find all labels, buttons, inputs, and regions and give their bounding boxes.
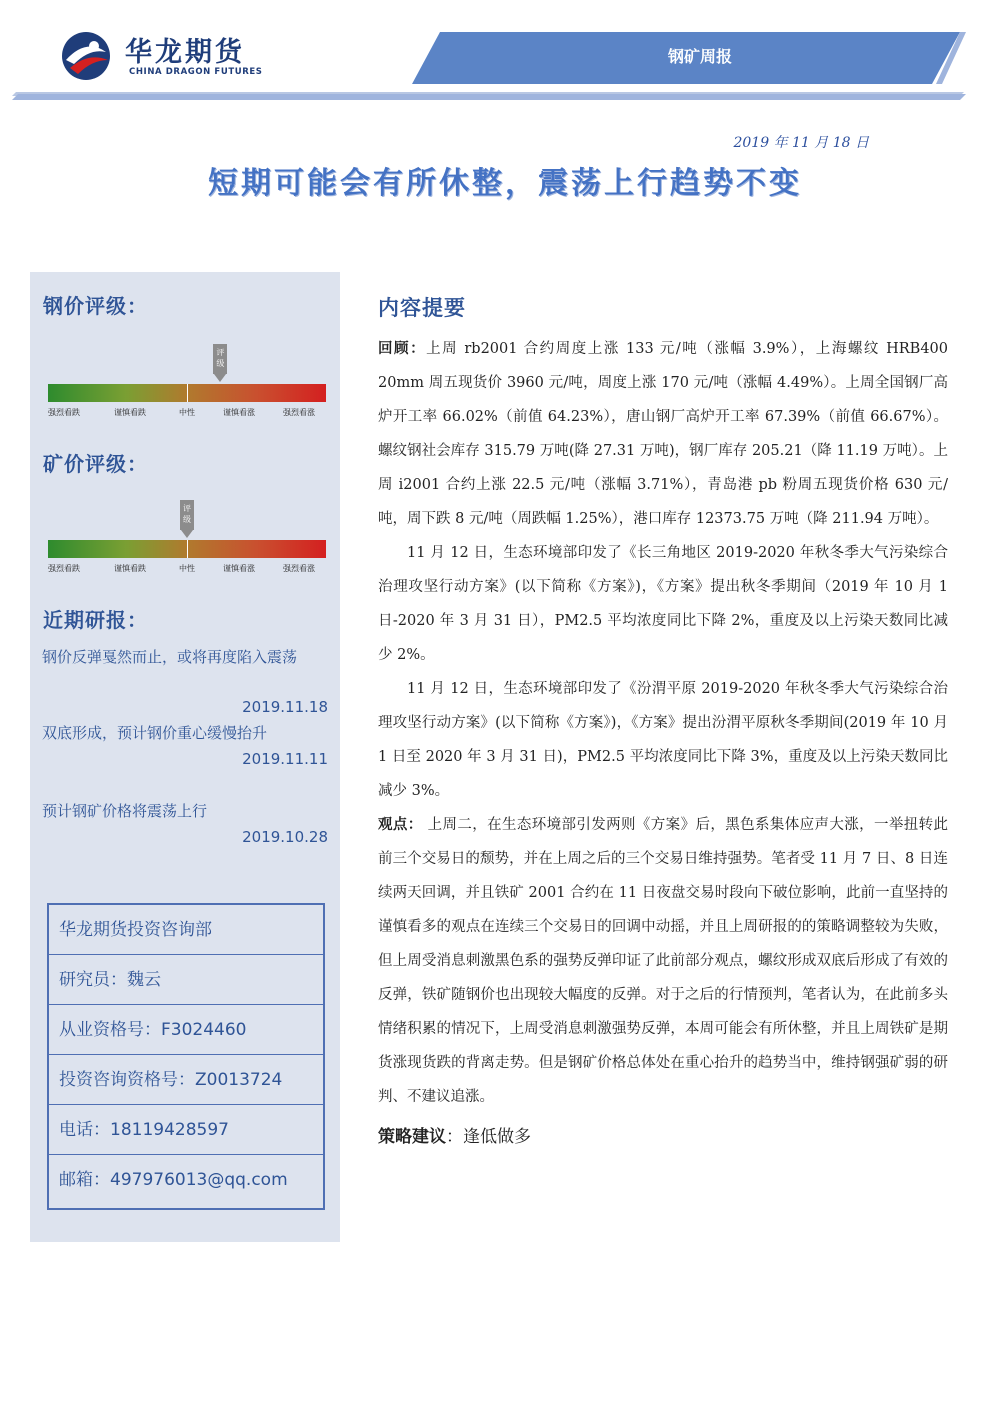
strategy-label: 策略建议 [378,1127,446,1147]
license-row [49,1005,323,1055]
scale-label-cautious-bear: 谨慎看跌 [114,564,146,573]
policy-paragraph-yangtze: 11 月 12 日，生态环境部印发了《长三角地区 2019-2020 年秋冬季大气污染综合治理攻坚行动方案》(以下简称《方案》)，《方案》提出秋冬季期间（2019 年 10 月 1 日-2020 年 3 月 31 日），PM2.5 平均浓度同比下降 2%，重度及以上污染天数同比减少 2%。 [378,545,948,663]
advisory-label: 投资咨询资格号： [59,1070,195,1090]
analyst-name: 魏云 [127,970,161,990]
company-name-cn: 华龙期货 [125,37,245,68]
department-row [49,905,323,955]
strategy-paragraph [378,1120,948,1154]
phone-row [49,1105,323,1155]
summary-content [378,332,948,1154]
company-logo-icon [60,30,112,82]
gauge-center-tick [187,384,188,402]
scale-label-strong-bull: 强烈看涨 [283,408,315,417]
view-label: 观点： [378,816,423,833]
research-item-date: 2019.11.11 [242,750,328,768]
view-paragraph [378,808,948,1114]
rating-marker-arrow [214,374,226,382]
scale-label-cautious-bull: 谨慎看涨 [223,408,255,417]
scale-label-cautious-bull: 谨慎看涨 [223,564,255,573]
review-paragraph [378,332,948,536]
scale-label-strong-bull: 强烈看涨 [283,564,315,573]
report-type-label: 钢矿周报 [667,47,732,66]
report-date: 2019 年 11 月 18 日 [733,135,869,151]
scale-label-strong-bear: 强烈看跌 [48,564,80,573]
research-item-title[interactable]: 双底形成，预计钢价重心缓慢抬升 [42,724,268,742]
research-item-title[interactable]: 钢价反弹戛然而止，或将再度陷入震荡 [42,648,298,666]
department-name: 华龙期货投资咨询部 [59,920,212,940]
recent-research-heading: 近期研报： [43,608,148,632]
review-label: 回顾： [378,340,427,357]
email-address[interactable]: 497976013@qq.com [110,1170,288,1190]
license-label: 从业资格号： [59,1020,161,1040]
gauge-center-tick [187,540,188,558]
analyst-label: 研究员： [59,970,127,990]
license-number: F3024460 [161,1020,247,1040]
analyst-row [49,955,323,1005]
research-item-date: 2019.11.18 [242,698,328,716]
view-text: 上周二，在生态环境部引发两则《方案》后，黑色系集体应声大涨，一举扭转此前三个交易日的颓势，并在上周之后的三个交易日维持强势。笔者受 11 月 7 日、8 日连续两天回调，并且铁矿 2001 合约在 11 日夜盘交易时段向下破位影响，此前一直坚持的谨慎看多的观点在连续三个交易日的回调中动摇，并且上周研报的的策略调整较为失败，但上周受消息刺激黑色系的强势反弹印证了此前部分观点，螺纹形成双底后形成了有效的反弹，铁矿随钢价也出现较大幅度的反弹。对于之后的行情预判，笔者认为，在此前多头情绪积累的情况下，上周受消息刺激强势反弹，本周可能会有所休整，并且上周铁矿是期货涨现货跌的背离走势。但是钢矿价格总体处在重心抬升的趋势当中，维持钢强矿弱的研判、不建议追涨。 [378,817,949,1105]
research-item-title[interactable]: 预计钢矿价格将震荡上行 [42,802,208,820]
strategy-text: ：逢低做多 [446,1127,531,1147]
rating-marker: 评级 [180,500,194,530]
advisory-number: Z0013724 [195,1070,283,1090]
research-item-date: 2019.10.28 [242,828,328,846]
email-label: 邮箱： [59,1170,110,1190]
email-row [49,1155,323,1205]
contact-info-box [47,903,325,1210]
company-name-en: CHINA DRAGON FUTURES [129,67,263,77]
rating-scale-labels [48,407,326,419]
rating-marker-arrow [181,530,193,538]
phone-label: 电话： [59,1120,110,1140]
phone-number[interactable]: 18119428597 [110,1120,229,1140]
steel-rating-heading: 钢价评级： [43,294,148,318]
ore-rating-heading: 矿价评级： [43,452,148,476]
scale-label-cautious-bear: 谨慎看跌 [114,408,146,417]
report-title: 短期可能会有所休整，震荡上行趋势不变 [208,166,802,201]
advisory-row [49,1055,323,1105]
summary-heading: 内容提要 [378,295,466,320]
policy-paragraph-fenwei: 11 月 12 日，生态环境部印发了《汾渭平原 2019-2020 年秋冬季大气污染综合治理攻坚行动方案》(以下简称《方案》)，《方案》提出汾渭平原秋冬季期间(2019 年 10 月 1 日至 2020 年 3 月 31 日)，PM2.5 平均浓度同比下降 3%，重度及以上污染天数同比减少 3%。 [378,681,948,799]
scale-label-neutral: 中性 [179,564,195,573]
rating-scale-labels [48,563,326,575]
scale-label-neutral: 中性 [179,408,195,417]
sidebar [30,272,340,1242]
review-text: 上周 rb2001 合约周度上涨 133 元/吨（涨幅 3.9%），上海螺纹 HRB400 20mm 周五现货价 3960 元/吨，周度上涨 170 元/吨（涨幅 4.49%）。上周全国钢厂高炉开工率 66.02%（前值 64.23%），唐山钢厂高炉开工率 67.39%（前值 66.67%）。螺纹钢社会库存 315.79 万吨(降 27.31 万吨)，钢厂库存 205.21（降 11.19 万吨）。上周 i2001 合约上涨 22.5 元/吨（涨幅 3.71%），青岛港 pb 粉周五现货价格 630 元/吨，周下跌 8 元/吨（周跌幅 1.25%），港口库存 12373.75 万吨（降 211.94 万吨）。 [378,341,949,527]
rating-marker: 评级 [213,344,227,374]
scale-label-strong-bear: 强烈看跌 [48,408,80,417]
